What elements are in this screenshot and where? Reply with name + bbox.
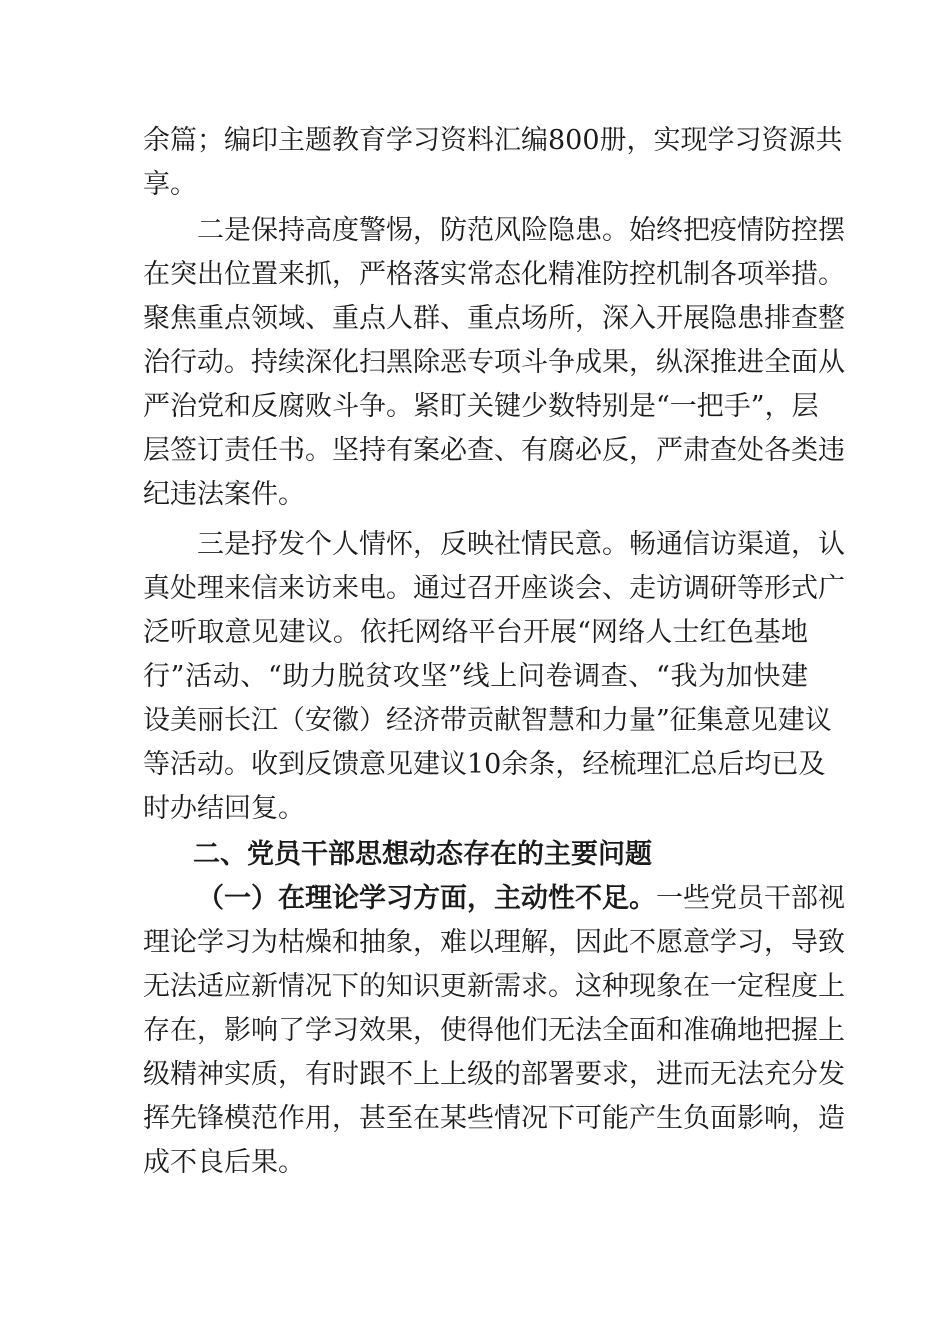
paragraph-line: 设美丽长江（安徽）经济带贡献智慧和力量”征集意见建议: [143, 705, 832, 736]
paragraph-line: 时办结回复。: [143, 793, 305, 824]
paragraph-line: 在突出位置来抓，严格落实常态化精准防控机制各项举措。: [143, 259, 845, 290]
paragraph-line: 聚焦重点领域、重点人群、重点场所，深入开展隐患排查整: [143, 303, 845, 334]
paragraph-line: 级精神实质，有时跟不上上级的部署要求，进而无法充分发: [143, 1059, 845, 1090]
paragraph-line: 行”活动、“助力脱贫攻坚”线上问卷调查、“我为加快建: [143, 661, 808, 692]
paragraph-line: [197, 882, 845, 916]
paragraph-line: 层签订责任书。坚持有案必查、有腐必反，严肃查处各类违: [143, 435, 845, 466]
paragraph-line: 真处理来信来访来电。通过召开座谈会、走访调研等形式广: [143, 573, 845, 604]
paragraph-line: 无法适应新情况下的知识更新需求。这种现象在一定程度上: [143, 971, 845, 1002]
paragraph-line: 等活动。收到反馈意见建议10余条，经梳理汇总后均已及: [143, 749, 826, 780]
paragraph-text: 一些党员干部视: [656, 883, 845, 914]
paragraph-line: 严治党和反腐败斗争。紧盯关键少数特别是“一把手”，层: [143, 391, 819, 422]
paragraph-line: 理论学习为枯燥和抽象，难以理解，因此不愿意学习，导致: [143, 927, 845, 958]
subsection-lead: （一）在理论学习方面，主动性不足。: [197, 883, 656, 914]
paragraph-line: 余篇；编印主题教育学习资料汇编800册，实现学习资源共: [143, 125, 843, 156]
paragraph-line: 存在，影响了学习效果，使得他们无法全面和准确地把握上: [143, 1015, 845, 1046]
paragraph-line: 挥先锋模范作用，甚至在某些情况下可能产生负面影响，造: [143, 1103, 845, 1134]
paragraph-line: 纪违法案件。: [143, 479, 305, 510]
paragraph-line: 三是抒发个人情怀，反映社情民意。畅通信访渠道，认: [197, 529, 845, 560]
paragraph-line: 治行动。持续深化扫黑除恶专项斗争成果，纵深推进全面从: [143, 347, 845, 378]
section-heading: 二、党员干部思想动态存在的主要问题: [193, 839, 652, 870]
paragraph-line: 二是保持高度警惕，防范风险隐患。始终把疫情防控摆: [197, 215, 845, 246]
paragraph-line: 享。: [143, 169, 197, 200]
paragraph-line: 成不良后果。: [143, 1147, 305, 1178]
paragraph-line: 泛听取意见建议。依托网络平台开展“网络人士红色基地: [143, 617, 808, 648]
